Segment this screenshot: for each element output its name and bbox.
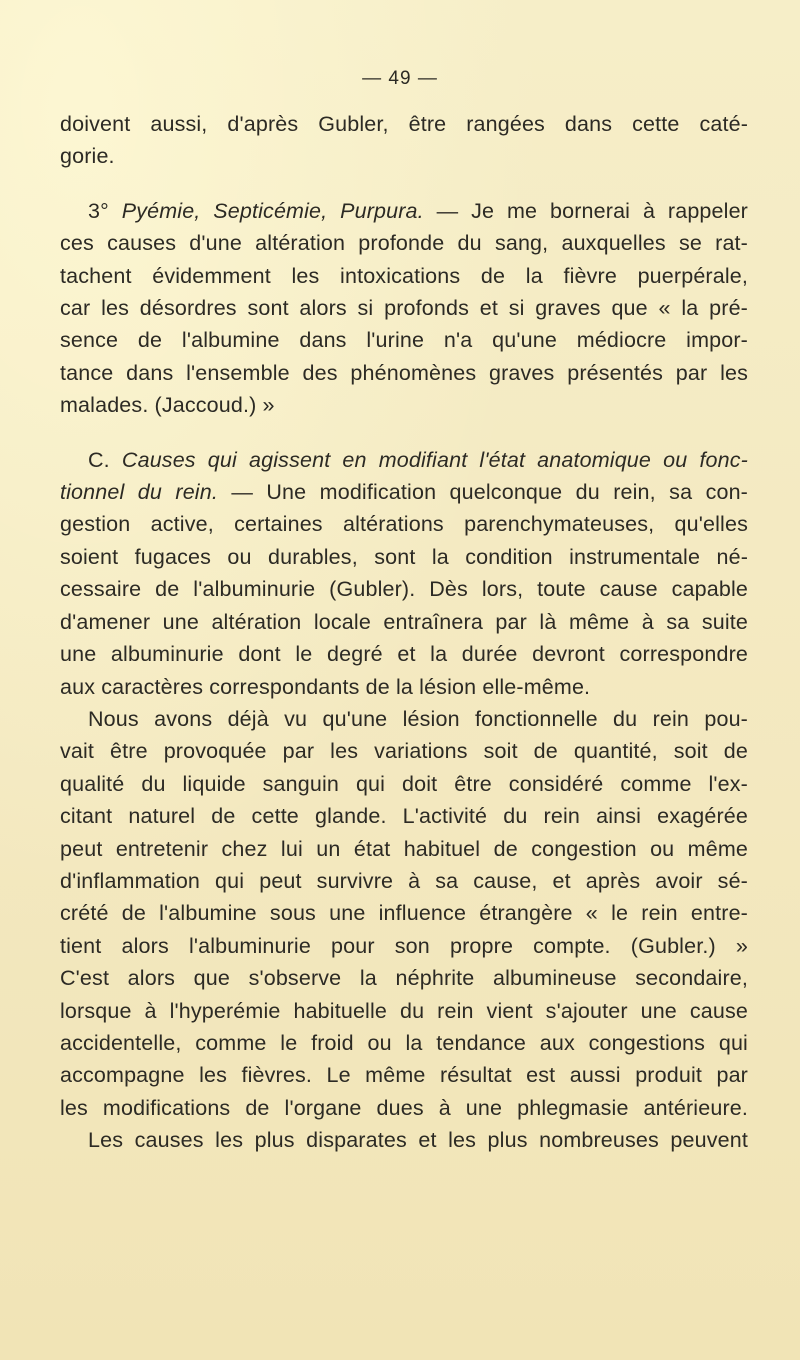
text-line: aux caractères correspondants de la lésion elle-même. — [60, 674, 591, 699]
text-line: gorie. — [60, 144, 115, 169]
paragraph-5 — [60, 1124, 748, 1156]
text-line: gestion active, certaines altérations parenchymateuses, qu'elles — [60, 512, 748, 537]
text-line: Les causes les plus disparates et les plus nombreuses peuvent — [88, 1128, 748, 1153]
text-line: soient fugaces ou durables, sont la condition instrumentale né- — [60, 544, 748, 569]
text-line: une albuminurie dont le degré et la durée devront correspondre — [60, 642, 748, 667]
text-line: doivent aussi, d'après Gubler, être rangées dans cette caté- — [60, 112, 748, 136]
text-line: car les désordres sont alors si profonds et si graves que « la pré- — [60, 296, 748, 321]
body-text — [60, 108, 748, 1157]
text-line: tance dans l'ensemble des phénomènes graves présentés par les — [60, 360, 748, 385]
text-line: ces causes d'une altération profonde du sang, auxquelles se rat- — [60, 231, 748, 256]
text-line: citant naturel de cette glande. L'activité du rein ainsi exagérée — [60, 804, 748, 829]
section-title: Causes qui agissent en modifiant l'état anatomique ou fonc- — [121, 447, 748, 472]
text-line: vait être provoquée par les variations soit de quantité, soit de — [60, 739, 748, 764]
text-line: tient alors l'albuminurie pour son propre compte. (Gubler.) » — [60, 933, 748, 958]
paragraph-1 — [60, 108, 748, 173]
section-title: tionnel du rein. — [60, 480, 218, 505]
text-line: C. Causes qui agissent en modifiant l'état anatomique ou fonc- — [88, 447, 748, 472]
text-line: C'est alors que s'observe la néphrite albumineuse secondaire, — [60, 966, 748, 991]
text-line: Nous avons déjà vu qu'une lésion fonctionnelle du rein pou- — [88, 706, 748, 731]
text-line: sence de l'albumine dans l'urine n'a qu'une médiocre impor- — [60, 328, 748, 353]
page-number: — 49 — — [362, 68, 438, 89]
text-line: tachent évidemment les intoxications de la fièvre puerpérale, — [60, 263, 748, 288]
text-line: les modifications de l'organe dues à une phlegmasie antérieure. — [60, 1095, 748, 1120]
text-line: malades. (Jaccoud.) » — [60, 393, 275, 418]
section-title: Pyémie, Septicémie, Purpura. — [121, 198, 424, 223]
text-line: peut entretenir chez lui un état habituel de congestion ou même — [60, 836, 748, 861]
text-line: cessaire de l'albuminurie (Gubler). Dès lors, toute cause capable — [60, 577, 748, 602]
text-line: accidentelle, comme le froid ou la tendance aux congestions qui — [60, 1030, 748, 1055]
paragraph-2 — [60, 195, 748, 422]
text-line: d'amener une altération locale entraînera par là même à sa suite — [60, 609, 748, 634]
text-line: qualité du liquide sanguin qui doit être considéré comme l'ex- — [60, 771, 748, 796]
text-line: crété de l'albumine sous une influence étrangère « le rein entre- — [60, 901, 748, 926]
text-line: 3° Pyémie, Septicémie, Purpura. — Je me bornerai à rappeler — [88, 198, 748, 223]
text-line: tionnel du rein. — Une modification quelconque du rein, sa con- — [60, 480, 748, 505]
paragraph-4 — [60, 703, 748, 1124]
paragraph-3 — [60, 444, 748, 703]
text-line: lorsque à l'hyperémie habituelle du rein vient s'ajouter une cause — [60, 998, 748, 1023]
text-line: d'inflammation qui peut survivre à sa cause, et après avoir sé- — [60, 868, 748, 893]
text-line: accompagne les fièvres. Le même résultat est aussi produit par — [60, 1063, 748, 1088]
